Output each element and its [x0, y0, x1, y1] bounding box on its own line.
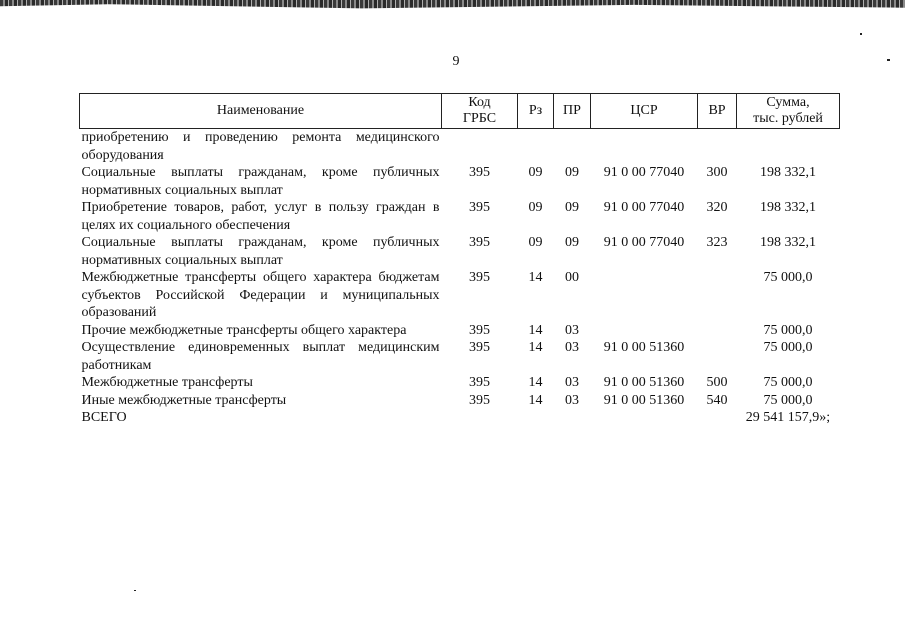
cell-name: ВСЕГО — [81, 410, 127, 425]
cell-csr — [591, 322, 698, 340]
cell-name: Социальные выплаты гражданам, кроме публичных нормативных социальных выплат — [81, 235, 440, 268]
cell-name: Межбюджетные трансферты общего характера бюджетам субъектов Российской Федерации и муниципальных образований — [81, 270, 440, 320]
cell-sum — [737, 129, 840, 165]
cell-name: Иные межбюджетные трансферты — [81, 392, 287, 408]
cell-rz: 09 — [528, 235, 543, 250]
cell-vr: 300 — [706, 165, 728, 180]
cell-grbs: 395 — [469, 235, 490, 250]
cell-csr — [591, 129, 698, 165]
table-row — [80, 269, 840, 322]
cell-vr — [698, 339, 737, 374]
budget-table — [79, 93, 840, 427]
table-row — [80, 339, 840, 374]
page-number: 9 — [452, 54, 460, 69]
col-header-csr: ЦСР — [591, 94, 698, 129]
cell-csr: 91 0 00 51360 — [603, 340, 685, 355]
cell-csr — [591, 269, 698, 322]
cell-csr: 91 0 00 51360 — [603, 392, 685, 408]
table-body — [80, 129, 840, 427]
cell-name: Приобретение товаров, работ, услуг в пользу граждан в целях их социального обеспечения — [81, 200, 440, 233]
col-header-name: Наименование — [80, 94, 442, 129]
table-row — [80, 374, 840, 392]
cell-pr: 03 — [565, 322, 579, 338]
cell-pr: 09 — [565, 235, 579, 250]
cell-pr: 03 — [565, 340, 579, 355]
table-row — [80, 322, 840, 340]
cell-grbs — [442, 129, 518, 165]
cell-sum: 75 000,0 — [763, 375, 813, 390]
cell-vr: 540 — [706, 392, 728, 408]
cell-grbs: 395 — [469, 392, 490, 408]
col-header-sum-line2: тыс. рублей — [753, 111, 823, 126]
cell-csr: 91 0 00 77040 — [603, 165, 685, 180]
cell-pr: 03 — [565, 392, 579, 408]
cell-name: Социальные выплаты гражданам, кроме публичных нормативных социальных выплат — [81, 165, 440, 198]
cell-pr — [554, 129, 591, 165]
col-header-rz: Рз — [518, 94, 554, 129]
cell-vr: 500 — [706, 375, 728, 390]
cell-rz: 09 — [528, 200, 543, 215]
col-header-vr: ВР — [698, 94, 737, 129]
cell-sum: 75 000,0 — [763, 270, 813, 285]
cell-vr — [698, 269, 737, 322]
cell-rz — [518, 409, 554, 427]
cell-vr: 323 — [706, 235, 728, 250]
cell-grbs — [442, 409, 518, 427]
cell-grbs: 395 — [469, 375, 490, 390]
cell-rz: 14 — [528, 392, 543, 408]
cell-pr — [554, 409, 591, 427]
cell-csr: 91 0 00 77040 — [603, 200, 685, 215]
cell-rz — [518, 129, 554, 165]
col-header-pr: ПР — [554, 94, 591, 129]
cell-csr: 91 0 00 77040 — [603, 235, 685, 250]
cell-sum: 198 332,1 — [760, 165, 816, 180]
cell-pr: 00 — [565, 270, 579, 285]
cell-rz: 14 — [528, 375, 543, 390]
cell-vr: 320 — [706, 200, 728, 215]
cell-rz: 14 — [528, 322, 543, 338]
scan-speck — [860, 33, 862, 35]
cell-name: Межбюджетные трансферты — [81, 375, 253, 390]
cell-sum: 29 541 157,9»; — [745, 410, 831, 425]
cell-csr — [591, 409, 698, 427]
table-row — [80, 234, 840, 269]
scan-speck — [134, 590, 136, 591]
col-header-sum-line1: Сумма, — [766, 95, 810, 110]
cell-grbs: 395 — [469, 322, 490, 338]
cell-pr: 03 — [565, 375, 579, 390]
cell-rz: 14 — [528, 340, 543, 355]
cell-name: приобретению и проведению ремонта медицинского оборудования — [81, 130, 440, 163]
cell-sum: 198 332,1 — [760, 200, 816, 215]
cell-grbs: 395 — [469, 200, 490, 215]
table-row — [80, 409, 840, 427]
col-header-grbs — [442, 94, 518, 129]
cell-grbs: 395 — [469, 270, 490, 285]
cell-sum: 75 000,0 — [763, 340, 813, 355]
table-row — [80, 164, 840, 199]
cell-sum: 75 000,0 — [763, 322, 813, 338]
scan-speck — [887, 59, 890, 61]
cell-rz: 14 — [528, 270, 543, 285]
scan-edge-artifact — [0, 0, 905, 14]
table-row — [80, 199, 840, 234]
cell-csr: 91 0 00 51360 — [603, 375, 685, 390]
cell-name: Осуществление единовременных выплат медицинским работникам — [81, 340, 440, 373]
cell-vr — [698, 322, 737, 340]
cell-sum: 198 332,1 — [760, 235, 816, 250]
cell-name: Прочие межбюджетные трансферты общего характера — [81, 322, 407, 338]
cell-pr: 09 — [565, 200, 579, 215]
cell-rz: 09 — [528, 165, 543, 180]
table-row — [80, 392, 840, 410]
col-header-grbs-line1: Код — [468, 95, 491, 110]
cell-grbs: 395 — [469, 340, 490, 355]
cell-grbs: 395 — [469, 165, 490, 180]
cell-vr — [698, 129, 737, 165]
cell-pr: 09 — [565, 165, 579, 180]
cell-vr — [698, 409, 737, 427]
col-header-sum — [737, 94, 840, 129]
cell-sum: 75 000,0 — [763, 392, 813, 408]
table-header-row — [80, 94, 840, 129]
col-header-grbs-line2: ГРБС — [462, 111, 497, 126]
table-row — [80, 129, 840, 165]
